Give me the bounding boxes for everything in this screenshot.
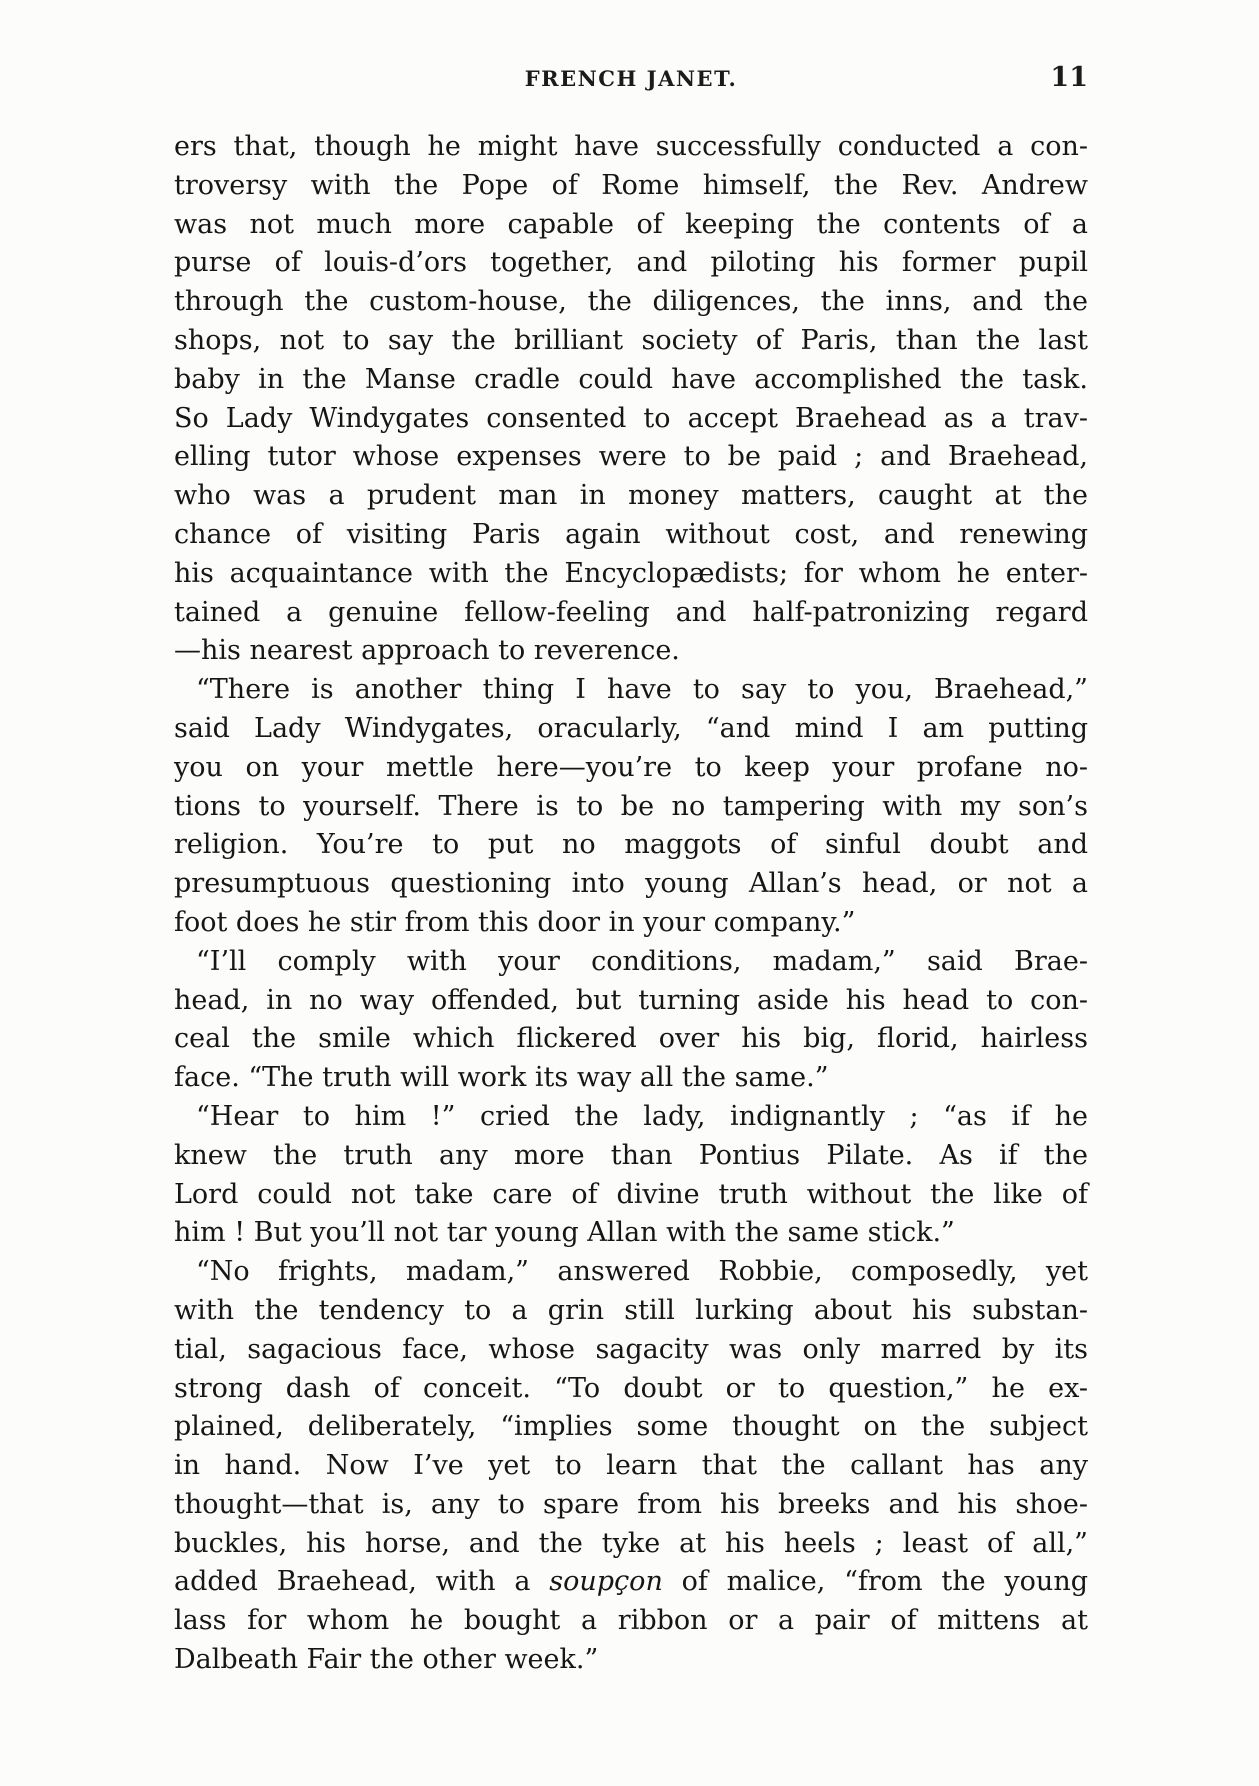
- text-line: tained a genuine fellow-feeling and half-patronizing regard: [174, 596, 1088, 628]
- text-line: “No frights, madam,” answered Robbie, composedly, yet: [196, 1256, 1088, 1288]
- text-line: buckles, his horse, and the tyke at his heels ; least of all,”: [174, 1527, 1088, 1559]
- text-line: chance of visiting Paris again without cost, and renewing: [174, 518, 1088, 550]
- running-title: FRENCH JANET.: [524, 66, 738, 91]
- text-line: presumptuous questioning into young Allan’s head, or not a: [174, 868, 1088, 900]
- text-line: foot does he stir from this door in your company.”: [174, 906, 856, 938]
- text-line: his acquaintance with the Encyclopædists; for whom he enter-: [174, 557, 1088, 589]
- text-line: religion. You’re to put no maggots of sinful doubt and: [174, 829, 1088, 861]
- text-line: strong dash of conceit. “To doubt or to question,” he ex-: [174, 1372, 1088, 1404]
- text-line: purse of louis-d’ors together, and piloting his former pupil: [174, 247, 1088, 279]
- text-line: ceal the smile which flickered over his big, florid, hairless: [174, 1023, 1088, 1055]
- text-line: baby in the Manse cradle could have accomplished the task.: [174, 363, 1088, 395]
- text-line: with the tendency to a grin still lurking about his substan-: [174, 1294, 1088, 1326]
- text-line: who was a prudent man in money matters, caught at the: [174, 480, 1088, 512]
- text-line: face. “The truth will work its way all the same.”: [174, 1062, 829, 1094]
- text-line-with-italic: [174, 1563, 1088, 1602]
- text-line: elling tutor whose expenses were to be paid ; and Braehead,: [174, 441, 1088, 473]
- page-header: [174, 60, 1088, 100]
- text-line: —his nearest approach to reverence.: [174, 635, 680, 667]
- text-line: tions to yourself. There is to be no tampering with my son’s: [174, 790, 1088, 822]
- text-line: lass for whom he bought a ribbon or a pair of mittens at: [174, 1605, 1088, 1637]
- text-line: “I’ll comply with your conditions, madam,” said Brae-: [196, 945, 1088, 977]
- text-line: said Lady Windygates, oracularly, “and mind I am putting: [174, 712, 1088, 744]
- text-line: him ! But you’ll not tar young Allan with the same stick.”: [174, 1217, 955, 1249]
- text-line: plained, deliberately, “implies some thought on the subject: [174, 1411, 1088, 1443]
- text-line: ers that, though he might have successfully conducted a con-: [174, 131, 1088, 162]
- text-line: tial, sagacious face, whose sagacity was only marred by its: [174, 1333, 1088, 1365]
- text-line: Lord could not take care of divine truth without the like of: [174, 1178, 1088, 1210]
- text-line: “There is another thing I have to say to you, Braehead,”: [196, 674, 1088, 706]
- text-line: through the custom-house, the diligences, the inns, and the: [174, 286, 1088, 318]
- text-line: you on your mettle here—you’re to keep your profane no-: [174, 751, 1088, 783]
- text-line: thought—that is, any to spare from his breeks and his shoe-: [174, 1488, 1088, 1520]
- italic-word: soupçon: [549, 1566, 663, 1598]
- text-line: shops, not to say the brilliant society of Paris, than the last: [174, 324, 1088, 356]
- text-line: head, in no way offended, but turning aside his head to con-: [174, 984, 1088, 1016]
- text-line: “Hear to him !” cried the lady, indignantly ; “as if he: [196, 1100, 1088, 1132]
- text-line: troversy with the Pope of Rome himself, the Rev. Andrew: [174, 169, 1088, 201]
- page-number: 11: [1050, 62, 1088, 93]
- text-line: knew the truth any more than Pontius Pilate. As if the: [174, 1139, 1088, 1171]
- body-text: [174, 128, 1088, 1680]
- text-line: Dalbeath Fair the other week.”: [174, 1644, 599, 1676]
- text-line: So Lady Windygates consented to accept Braehead as a trav-: [174, 402, 1088, 434]
- text-line: in hand. Now I’ve yet to learn that the callant has any: [174, 1450, 1088, 1482]
- text-line: was not much more capable of keeping the contents of a: [174, 208, 1088, 240]
- text-segment: of malice, “from the young: [662, 1566, 1088, 1598]
- text-segment: added Braehead, with a: [174, 1566, 550, 1598]
